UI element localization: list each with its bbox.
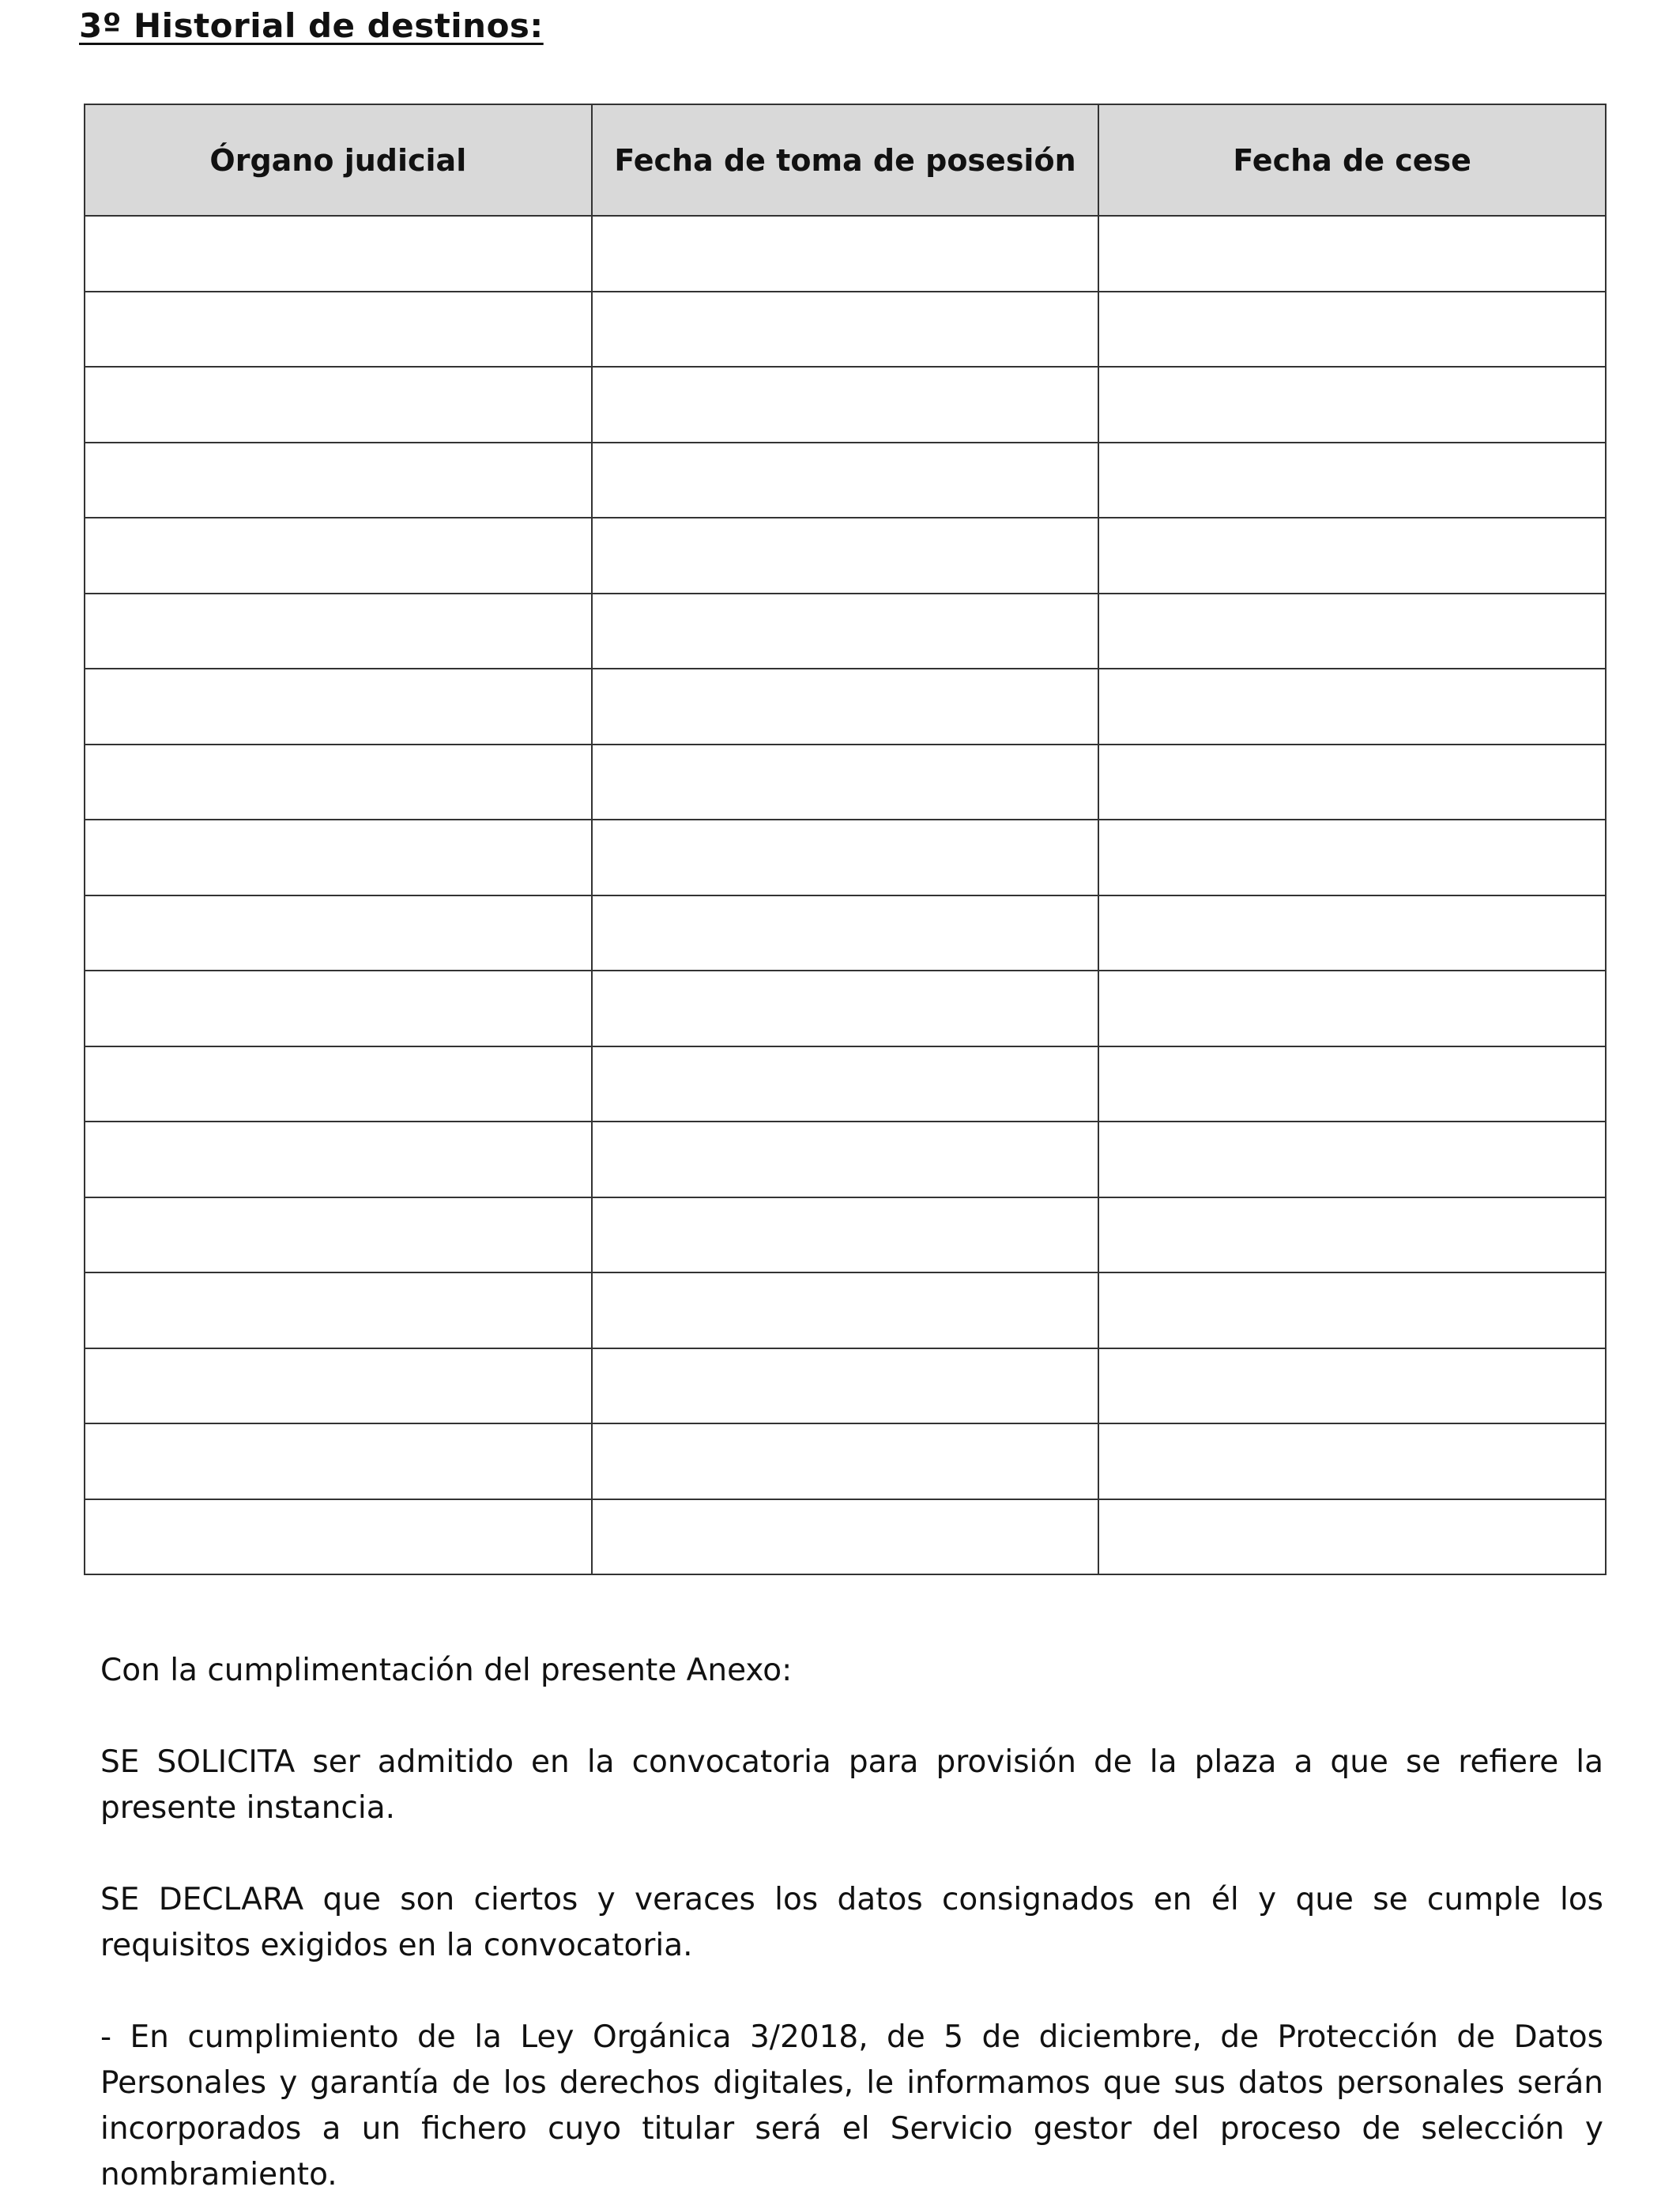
- table-cell[interactable]: [1098, 216, 1606, 292]
- intro-paragraph: Con la cumplimentación del presente Anexo:: [100, 1653, 793, 1688]
- table-cell[interactable]: [1098, 895, 1606, 971]
- table-cell[interactable]: [1098, 971, 1606, 1046]
- table-cell[interactable]: [592, 895, 1099, 971]
- table-cell[interactable]: [85, 367, 592, 443]
- table-cell[interactable]: [85, 820, 592, 895]
- table-cell[interactable]: [1098, 1046, 1606, 1122]
- table-row: [85, 518, 1606, 594]
- declara-paragraph: SE DECLARA que son ciertos y veraces los datos consignados en él y que se cumple los requisitos exigidos en la convocatoria.: [100, 1882, 1603, 1963]
- table-cell[interactable]: [592, 1499, 1099, 1575]
- table-cell[interactable]: [1098, 1272, 1606, 1348]
- table-header-row: [85, 104, 1606, 216]
- table-cell[interactable]: [85, 1197, 592, 1273]
- table-cell[interactable]: [592, 1046, 1099, 1122]
- table-cell[interactable]: [85, 1122, 592, 1197]
- table-cell[interactable]: [85, 669, 592, 745]
- table-cell[interactable]: [1098, 594, 1606, 669]
- table-cell[interactable]: [592, 518, 1099, 594]
- table-cell[interactable]: [592, 820, 1099, 895]
- table-cell[interactable]: [592, 1122, 1099, 1197]
- table-cell[interactable]: [85, 1272, 592, 1348]
- data-protection-paragraph: - En cumplimiento de la Ley Orgánica 3/2018, de 5 de diciembre, de Protección de Datos Personales y garantía de los derechos digitales, le informamos que sus datos personales serán incorporados a un fichero cuyo titular será el Servicio gestor del proceso de selección y nombramiento.: [100, 2019, 1603, 2192]
- table-cell[interactable]: [85, 518, 592, 594]
- table-cell[interactable]: [1098, 1122, 1606, 1197]
- table-cell[interactable]: [592, 216, 1099, 292]
- table-cell[interactable]: [85, 443, 592, 518]
- header-fecha-toma-posesion: Fecha de toma de posesión: [592, 104, 1099, 216]
- table-row: [85, 971, 1606, 1046]
- table-cell[interactable]: [85, 745, 592, 820]
- table-cell[interactable]: [592, 1348, 1099, 1424]
- table-cell[interactable]: [1098, 1423, 1606, 1499]
- table-cell[interactable]: [592, 1423, 1099, 1499]
- table-cell[interactable]: [85, 594, 592, 669]
- table-row: [85, 443, 1606, 518]
- destinos-history-table: [84, 104, 1607, 1575]
- table-row: [85, 1197, 1606, 1273]
- table-row: [85, 669, 1606, 745]
- declaration-text: [100, 1648, 1603, 2198]
- table-cell[interactable]: [85, 1348, 592, 1424]
- table-row: [85, 1423, 1606, 1499]
- table-cell[interactable]: [592, 669, 1099, 745]
- table-cell[interactable]: [85, 971, 592, 1046]
- table-row: [85, 1348, 1606, 1424]
- table-cell[interactable]: [1098, 669, 1606, 745]
- table-cell[interactable]: [592, 292, 1099, 368]
- table-row: [85, 745, 1606, 820]
- table-row: [85, 1122, 1606, 1197]
- table-cell[interactable]: [592, 367, 1099, 443]
- table-cell[interactable]: [1098, 1197, 1606, 1273]
- table-row: [85, 216, 1606, 292]
- table-cell[interactable]: [592, 971, 1099, 1046]
- table-row: [85, 292, 1606, 368]
- table-cell[interactable]: [85, 895, 592, 971]
- table-cell[interactable]: [592, 1272, 1099, 1348]
- table-cell[interactable]: [85, 1046, 592, 1122]
- solicita-paragraph: SE SOLICITA ser admitido en la convocatoria para provisión de la plaza a que se refiere la presente instancia.: [100, 1744, 1603, 1826]
- table-row: [85, 594, 1606, 669]
- table-row: [85, 367, 1606, 443]
- table-cell[interactable]: [1098, 745, 1606, 820]
- table-cell[interactable]: [1098, 820, 1606, 895]
- table-cell[interactable]: [85, 216, 592, 292]
- table-cell[interactable]: [1098, 443, 1606, 518]
- table-cell[interactable]: [85, 1499, 592, 1575]
- table-cell[interactable]: [1098, 367, 1606, 443]
- table-cell[interactable]: [1098, 1348, 1606, 1424]
- table-cell[interactable]: [1098, 1499, 1606, 1575]
- table-body: [85, 216, 1606, 1574]
- table-cell[interactable]: [85, 292, 592, 368]
- table-row: [85, 1046, 1606, 1122]
- table-cell[interactable]: [592, 594, 1099, 669]
- table-row: [85, 1272, 1606, 1348]
- table-cell[interactable]: [592, 745, 1099, 820]
- header-organo-judicial: Órgano judicial: [85, 104, 592, 216]
- table-row: [85, 820, 1606, 895]
- table-cell[interactable]: [1098, 292, 1606, 368]
- table-cell[interactable]: [592, 443, 1099, 518]
- section-title: 3º Historial de destinos:: [79, 6, 544, 45]
- table-cell[interactable]: [1098, 518, 1606, 594]
- table-cell[interactable]: [592, 1197, 1099, 1273]
- table-row: [85, 1499, 1606, 1575]
- header-fecha-cese: Fecha de cese: [1098, 104, 1606, 216]
- table-row: [85, 895, 1606, 971]
- table-cell[interactable]: [85, 1423, 592, 1499]
